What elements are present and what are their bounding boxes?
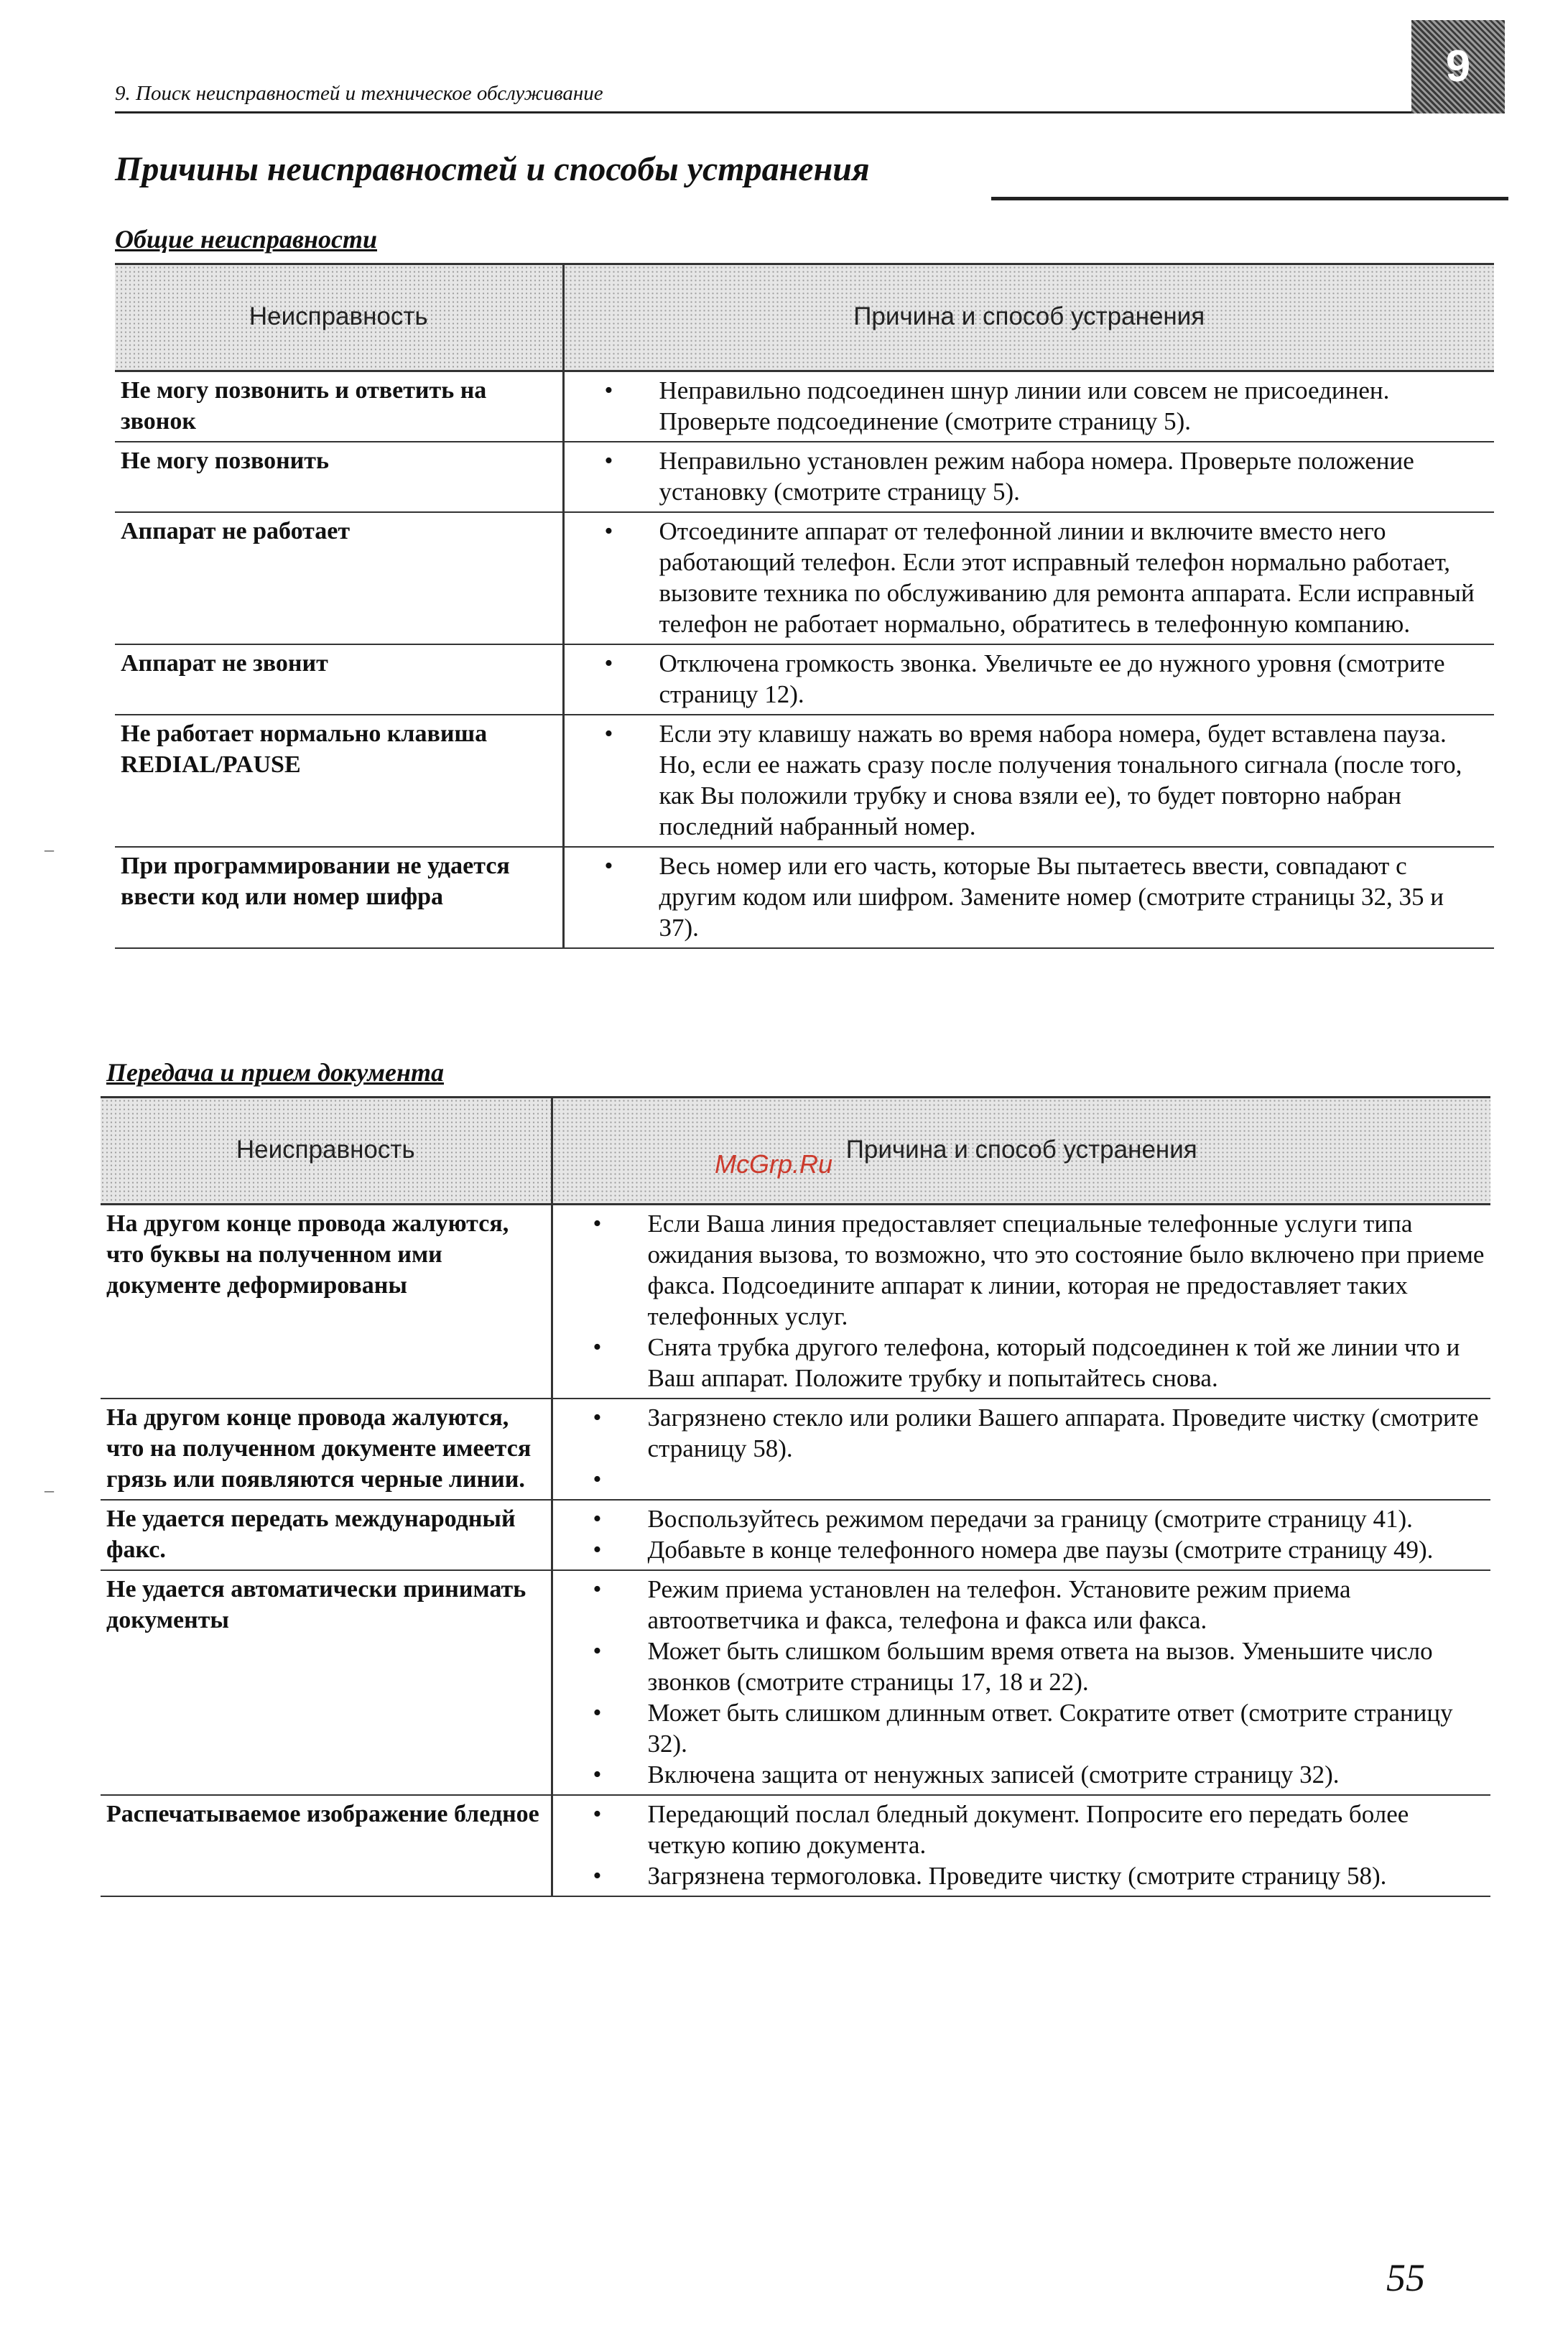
cause-cell — [552, 1205, 1490, 1399]
cause-list — [570, 516, 1489, 639]
table-header-row — [115, 264, 1494, 371]
cause-item: • Снята трубка другого телефона, который подсоединен к той же линии что и Ваш аппарат. Положите трубку и попытайтесь снова. — [559, 1332, 1485, 1393]
cause-cell — [552, 1795, 1490, 1896]
cause-list — [570, 375, 1489, 437]
fault-cell: На другом конце провода жалуются, что на полученном документе имеется грязь или появляются черные линии. — [101, 1399, 552, 1500]
column-header-cause: Причина и способ устранения — [552, 1098, 1490, 1205]
section-title-general: Общие неисправности — [115, 225, 378, 254]
cause-item: • Может быть слишком длинным ответ. Сократите ответ (смотрите страницу 32). — [559, 1697, 1485, 1759]
cause-cell — [552, 1500, 1490, 1570]
cause-item: • Передающий послал бледный документ. Попросите его передать более четкую копию документа. — [559, 1799, 1485, 1860]
cause-item: • Если эту клавишу нажать во время набора номера, будет вставлена пауза. Но, если ее нажать сразу после получения тонального сигнала (после того, как Вы положили трубку и снова взяли ее), то будет повторно набран последний набранный номер. — [570, 718, 1489, 842]
cause-item: • Загрязнена термоголовка. Проведите чистку (смотрите страницу 58). — [559, 1860, 1485, 1891]
cause-list — [559, 1402, 1485, 1495]
table-row — [101, 1570, 1490, 1795]
fault-cell: При программировании не удается ввести код или номер шифра — [115, 847, 563, 948]
cause-list — [559, 1799, 1485, 1891]
cause-list — [559, 1574, 1485, 1790]
running-header: 9. Поиск неисправностей и техническое обслуживание — [115, 82, 603, 105]
cause-item — [559, 1464, 1485, 1495]
cause-item: • Добавьте в конце телефонного номера две паузы (смотрите страницу 49). — [559, 1534, 1485, 1565]
title-rule — [991, 197, 1508, 200]
cause-cell — [563, 512, 1494, 644]
table-row — [101, 1795, 1490, 1896]
cause-item: • Может быть слишком большим время ответа на вызов. Уменьшите число звонков (смотрите страницы 17, 18 и 22). — [559, 1636, 1485, 1697]
margin-mark: – — [45, 1480, 54, 1501]
table-row — [115, 512, 1494, 644]
cause-cell — [563, 644, 1494, 715]
cause-cell — [552, 1570, 1490, 1795]
cause-item: • Неправильно установлен режим набора номера. Проверьте положение установку (смотрите страницу 5). — [570, 445, 1489, 507]
cause-list — [570, 850, 1489, 943]
cause-list — [559, 1208, 1485, 1393]
cause-list — [570, 445, 1489, 507]
page-number: 55 — [1386, 2256, 1425, 2299]
cause-list — [570, 718, 1489, 842]
cause-cell — [563, 442, 1494, 512]
fault-cell: Не удается автоматически принимать документы — [101, 1570, 552, 1795]
cause-item: • Воспользуйтесь режимом передачи за границу (смотрите страницу 41). — [559, 1503, 1485, 1534]
cause-cell — [563, 371, 1494, 442]
table-row — [115, 847, 1494, 948]
cause-item: • Отсоедините аппарат от телефонной линии и включите вместо него работающий телефон. Если этот исправный телефон нормально работает, вызовите техника по обслуживанию для ремонта аппарата. Если исправный телефон не работает нормально, обратитесь в телефонную компанию. — [570, 516, 1489, 639]
fault-cell: Не могу позвонить и ответить на звонок — [115, 371, 563, 442]
cause-item: • Включена защита от ненужных записей (смотрите страницу 32). — [559, 1759, 1485, 1790]
fault-cell: Не могу позвонить — [115, 442, 563, 512]
fault-cell: Распечатываемое изображение бледное — [101, 1795, 552, 1896]
column-header-fault: Неисправность — [115, 264, 563, 371]
chapter-tab: 9 — [1411, 20, 1505, 113]
fault-cell: Аппарат не звонит — [115, 644, 563, 715]
cause-cell — [552, 1399, 1490, 1500]
fault-cell: Не удается передать международный факс. — [101, 1500, 552, 1570]
transmission-faults-table — [101, 1096, 1490, 1897]
margin-mark: – — [45, 839, 54, 860]
general-faults-table — [115, 263, 1494, 949]
page-title: Причины неисправностей и способы устранения — [115, 150, 870, 188]
fault-cell: Не работает нормально клавиша REDIAL/PAUSE — [115, 715, 563, 847]
fault-cell: Аппарат не работает — [115, 512, 563, 644]
table-row — [115, 442, 1494, 512]
table-row — [101, 1500, 1490, 1570]
header-rule — [115, 111, 1505, 113]
table-row — [101, 1205, 1490, 1399]
watermark: McGrp.Ru — [715, 1149, 833, 1179]
column-header-fault: Неисправность — [101, 1098, 552, 1205]
table-row — [101, 1399, 1490, 1500]
fault-cell: На другом конце провода жалуются, что буквы на полученном ими документе деформированы — [101, 1205, 552, 1399]
cause-cell — [563, 847, 1494, 948]
table-row — [115, 644, 1494, 715]
cause-item: • Весь номер или его часть, которые Вы пытаетесь ввести, совпадают с другим кодом или шифром. Замените номер (смотрите страницы 32, 35 и 37). — [570, 850, 1489, 943]
cause-cell — [563, 715, 1494, 847]
table-row — [115, 371, 1494, 442]
cause-item: • Загрязнено стекло или ролики Вашего аппарата. Проведите чистку (смотрите страницу 58). — [559, 1402, 1485, 1464]
cause-list — [559, 1503, 1485, 1565]
section-title-transmission: Передача и прием документа — [106, 1058, 444, 1087]
cause-item: • Режим приема установлен на телефон. Установите режим приема автоответчика и факса, телефона и факса или факса. — [559, 1574, 1485, 1636]
cause-item: • Неправильно подсоединен шнур линии или совсем не присоединен. Проверьте подсоединение (смотрите страницу 5). — [570, 375, 1489, 437]
cause-item: • Отключена громкость звонка. Увеличьте ее до нужного уровня (смотрите страницу 12). — [570, 648, 1489, 710]
cause-item: • Если Ваша линия предоставляет специальные телефонные услуги типа ожидания вызова, то возможно, что это состояние было включено при приеме факса. Подсоедините аппарат к линии, которая не предоставляет таких телефонных услуг. — [559, 1208, 1485, 1332]
cause-list — [570, 648, 1489, 710]
column-header-cause: Причина и способ устранения — [563, 264, 1494, 371]
table-row — [115, 715, 1494, 847]
